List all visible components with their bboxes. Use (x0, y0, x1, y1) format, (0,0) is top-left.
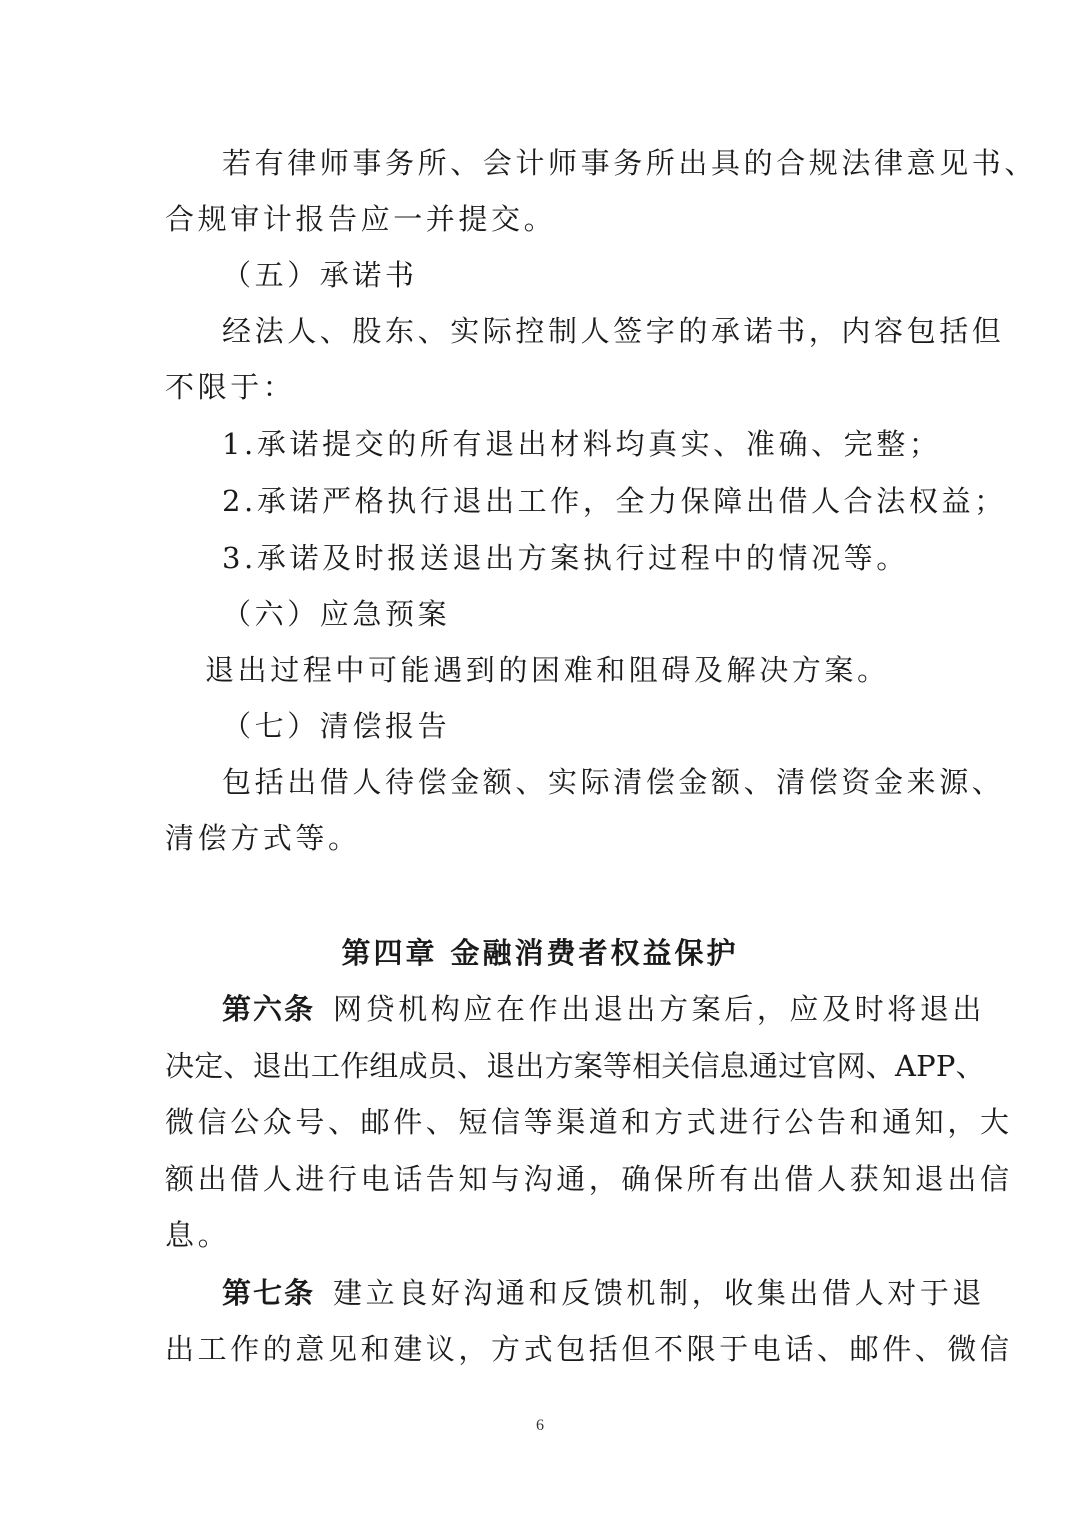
section-heading-five: （五）承诺书 (222, 258, 418, 292)
list-item-1: 1.承诺提交的所有退出材料均真实、准确、完整； (222, 427, 942, 461)
article-6-label: 第六条 (222, 992, 316, 1026)
paragraph-line: 若有律师事务所、会计师事务所出具的合规法律意见书、 (222, 146, 1038, 180)
paragraph-line: 额出借人进行电话告知与沟通，确保所有出借人获知退出信 (165, 1162, 1013, 1196)
list-item-3: 3.承诺及时报送退出方案执行过程中的情况等。 (222, 541, 909, 575)
paragraph-line: 决定、退出工作组成员、退出方案等相关信息通过官网、APP、 (165, 1049, 985, 1083)
paragraph-line: 包括出借人待偿金额、实际清偿金额、清偿资金来源、 (222, 765, 1005, 799)
page-number: 6 (536, 1417, 544, 1434)
article-6-line (222, 989, 985, 1029)
paragraph-line: 退出过程中可能遇到的困难和阻碍及解决方案。 (205, 653, 890, 687)
article-6-text: 网贷机构应在作出退出方案后，应及时将退出 (333, 992, 986, 1026)
article-7-text: 建立良好沟通和反馈机制，收集出借人对于退 (333, 1276, 986, 1310)
paragraph-line: 清偿方式等。 (165, 821, 361, 855)
paragraph-line: 微信公众号、邮件、短信等渠道和方式进行公告和通知，大 (165, 1105, 1013, 1139)
section-heading-six: （六）应急预案 (222, 597, 451, 631)
article-7-line (222, 1273, 985, 1313)
paragraph-line: 出工作的意见和建议，方式包括但不限于电话、邮件、微信 (165, 1332, 1013, 1366)
paragraph-line: 经法人、股东、实际控制人签字的承诺书，内容包括但 (222, 314, 1005, 348)
paragraph-line: 合规审计报告应一并提交。 (165, 202, 557, 236)
list-item-2: 2.承诺严格执行退出工作，全力保障出借人合法权益； (222, 484, 1007, 518)
section-heading-seven: （七）清偿报告 (222, 709, 451, 743)
paragraph-line: 不限于： (165, 370, 296, 404)
paragraph-line: 息。 (165, 1218, 231, 1252)
chapter-heading: 第四章 金融消费者权益保护 (341, 936, 739, 970)
article-7-label: 第七条 (222, 1276, 316, 1310)
